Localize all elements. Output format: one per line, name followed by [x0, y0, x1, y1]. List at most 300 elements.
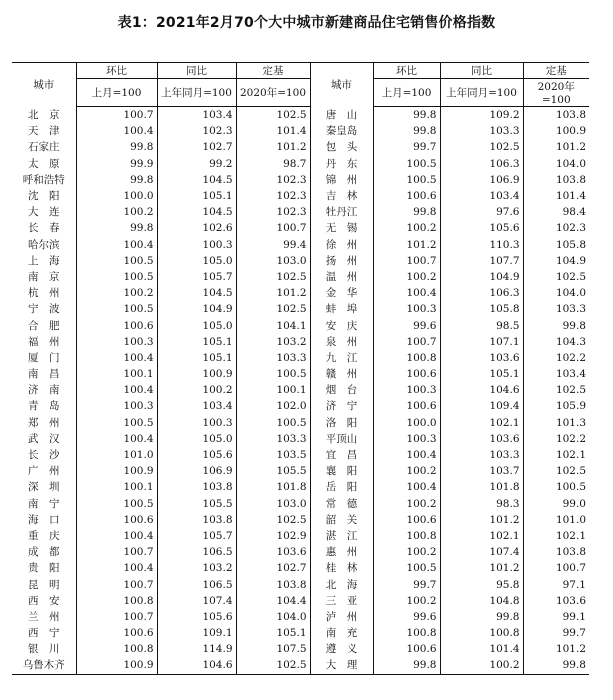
- cell-base-right: 103.8: [523, 107, 589, 124]
- cell-yoy-right: 103.7: [440, 463, 523, 479]
- cell-base-right: 99.8: [523, 317, 589, 333]
- cell-yoy-right: 97.6: [440, 204, 523, 220]
- cell-yoy-left: 104.9: [157, 301, 236, 317]
- cell-base-right: 97.1: [523, 576, 589, 592]
- header-yoy: 同比: [157, 63, 236, 79]
- cell-base-left: 103.5: [236, 447, 310, 463]
- cell-yoy-right: 104.9: [440, 269, 523, 285]
- cell-base-left: 102.5: [236, 107, 310, 124]
- table-row: [12, 431, 589, 447]
- cell-yoy-left: 104.6: [157, 657, 236, 674]
- cell-mom-left: 100.0: [76, 188, 157, 204]
- cell-yoy-right: 106.9: [440, 172, 523, 188]
- cell-city-left: 成 都: [28, 546, 60, 559]
- cell-yoy-right: 102.1: [440, 528, 523, 544]
- cell-city-left: 大 连: [28, 206, 60, 219]
- cell-city-right: 襄 阳: [310, 463, 373, 479]
- cell-mom-right: 100.5: [373, 172, 440, 188]
- cell-base-right: 101.2: [523, 139, 589, 155]
- cell-city-right: 岳 阳: [310, 479, 373, 495]
- cell-yoy-left: 100.3: [157, 415, 236, 431]
- cell-city-right: 无 锡: [310, 220, 373, 236]
- cell-yoy-right: 98.5: [440, 317, 523, 333]
- cell-city-left: 长 沙: [28, 449, 60, 462]
- cell-base-left: 101.2: [236, 285, 310, 301]
- header-base-sub: 2020年=100: [236, 79, 310, 107]
- cell-city-right: 秦皇岛: [310, 123, 373, 139]
- cell-base-left: 102.5: [236, 269, 310, 285]
- cell-city-left: 兰 州: [28, 610, 60, 623]
- cell-mom-left: 100.4: [76, 237, 157, 253]
- cell-mom-right: 100.7: [373, 253, 440, 269]
- cell-mom-left: 100.7: [76, 107, 157, 124]
- cell-city-left: 长 春: [28, 222, 60, 235]
- table-row: [12, 269, 589, 285]
- cell-mom-left: 100.2: [76, 204, 157, 220]
- cell-yoy-right: 98.3: [440, 496, 523, 512]
- table-row: [12, 237, 589, 253]
- cell-yoy-left: 102.7: [157, 139, 236, 155]
- cell-yoy-left: 105.5: [157, 496, 236, 512]
- cell-yoy-right: 109.4: [440, 398, 523, 414]
- cell-yoy-right: 104.8: [440, 593, 523, 609]
- cell-base-right: 99.0: [523, 496, 589, 512]
- cell-yoy-right: 103.3: [440, 123, 523, 139]
- table-row: [12, 317, 589, 333]
- table-row: [12, 544, 589, 560]
- table-row: [12, 657, 589, 674]
- cell-mom-left: 100.4: [76, 350, 157, 366]
- table-row: [12, 172, 589, 188]
- cell-mom-right: 100.6: [373, 641, 440, 657]
- cell-mom-left: 100.7: [76, 544, 157, 560]
- cell-base-left: 102.3: [236, 188, 310, 204]
- cell-city-right: 温 州: [310, 269, 373, 285]
- cell-mom-right: 100.8: [373, 350, 440, 366]
- cell-city-left: 太 原: [28, 157, 60, 170]
- cell-mom-left: 100.8: [76, 593, 157, 609]
- cell-yoy-right: 102.5: [440, 139, 523, 155]
- cell-mom-right: 99.6: [373, 609, 440, 625]
- cell-base-left: 102.3: [236, 204, 310, 220]
- table-row: [12, 156, 589, 172]
- table-title: 表1：2021年2月70个大中城市新建商品住宅销售价格指数: [117, 15, 496, 31]
- table-row: [12, 625, 589, 641]
- cell-base-left: 102.5: [236, 657, 310, 674]
- cell-base-left: 102.3: [236, 172, 310, 188]
- header-mom-right: 环比: [373, 63, 440, 79]
- cell-city-left: 哈尔滨: [28, 238, 60, 251]
- cell-yoy-left: 105.0: [157, 317, 236, 333]
- cell-city-left: 广 州: [28, 465, 60, 478]
- cell-base-left: 105.5: [236, 463, 310, 479]
- table-row: [12, 576, 589, 592]
- cell-yoy-left: 105.1: [157, 188, 236, 204]
- cell-city-right: 赣 州: [310, 366, 373, 382]
- cell-city-right: 金 华: [310, 285, 373, 301]
- cell-mom-left: 100.9: [76, 657, 157, 674]
- cell-base-left: 103.3: [236, 431, 310, 447]
- cell-yoy-left: 100.2: [157, 382, 236, 398]
- cell-yoy-right: 106.3: [440, 285, 523, 301]
- cell-base-left: 103.3: [236, 350, 310, 366]
- price-index-table: [12, 62, 589, 675]
- cell-yoy-left: 104.5: [157, 204, 236, 220]
- cell-mom-right: 99.6: [373, 317, 440, 333]
- cell-city-right: 北 海: [310, 576, 373, 592]
- cell-city-left: 宁 波: [28, 303, 60, 316]
- cell-base-left: 107.5: [236, 641, 310, 657]
- cell-mom-right: 100.6: [373, 366, 440, 382]
- cell-base-right: 105.9: [523, 398, 589, 414]
- cell-city-left: 南 昌: [28, 368, 60, 381]
- cell-mom-right: 100.2: [373, 269, 440, 285]
- table-body: [12, 107, 589, 675]
- cell-city-right: 大 理: [310, 657, 373, 674]
- cell-city-left: 合 肥: [28, 319, 60, 332]
- cell-yoy-right: 103.6: [440, 431, 523, 447]
- cell-mom-right: 100.8: [373, 625, 440, 641]
- cell-mom-left: 100.7: [76, 609, 157, 625]
- cell-yoy-left: 100.9: [157, 366, 236, 382]
- cell-city-left: 上 海: [28, 254, 60, 267]
- cell-city-left: 南 京: [28, 270, 60, 283]
- cell-city-left: 南 宁: [28, 497, 60, 510]
- table-row: [12, 463, 589, 479]
- cell-yoy-left: 102.3: [157, 123, 236, 139]
- cell-base-right: 102.1: [523, 447, 589, 463]
- cell-base-left: 103.6: [236, 544, 310, 560]
- table-row: [12, 641, 589, 657]
- cell-city-left: 呼和浩特: [22, 173, 65, 186]
- cell-mom-left: 100.8: [76, 641, 157, 657]
- cell-city-right: 锦 州: [310, 172, 373, 188]
- cell-base-right: 102.3: [523, 220, 589, 236]
- cell-city-right: 牡丹江: [310, 204, 373, 220]
- cell-base-right: 103.8: [523, 172, 589, 188]
- cell-mom-right: 100.4: [373, 479, 440, 495]
- cell-base-right: 102.5: [523, 269, 589, 285]
- cell-yoy-left: 105.7: [157, 528, 236, 544]
- cell-yoy-left: 104.5: [157, 172, 236, 188]
- cell-mom-left: 100.2: [76, 285, 157, 301]
- table-row: [12, 123, 589, 139]
- cell-base-right: 100.9: [523, 123, 589, 139]
- cell-mom-right: 101.2: [373, 237, 440, 253]
- cell-base-left: 104.4: [236, 593, 310, 609]
- cell-mom-right: 100.3: [373, 301, 440, 317]
- header-city: 城市: [12, 63, 76, 107]
- cell-city-left: 青 岛: [28, 400, 60, 413]
- header-mom-sub: 上月=100: [76, 79, 157, 107]
- cell-base-left: 103.0: [236, 253, 310, 269]
- cell-base-left: 100.7: [236, 220, 310, 236]
- header-mom: 环比: [76, 63, 157, 79]
- cell-base-right: 100.5: [523, 479, 589, 495]
- cell-base-left: 101.4: [236, 123, 310, 139]
- cell-mom-left: 100.5: [76, 496, 157, 512]
- cell-mom-left: 100.3: [76, 334, 157, 350]
- cell-mom-left: 100.1: [76, 479, 157, 495]
- cell-base-left: 100.5: [236, 366, 310, 382]
- header-yoy-right: 同比: [440, 63, 523, 79]
- cell-yoy-left: 99.2: [157, 156, 236, 172]
- cell-city-right: 烟 台: [310, 382, 373, 398]
- cell-yoy-left: 105.0: [157, 253, 236, 269]
- table-row: [12, 204, 589, 220]
- cell-yoy-right: 105.8: [440, 301, 523, 317]
- cell-city-left: 贵 阳: [28, 562, 60, 575]
- table-row: [12, 253, 589, 269]
- cell-mom-right: 99.8: [373, 657, 440, 674]
- cell-yoy-left: 100.3: [157, 237, 236, 253]
- table-row: [12, 609, 589, 625]
- cell-yoy-left: 103.4: [157, 107, 236, 124]
- cell-city-left: 济 南: [28, 384, 60, 397]
- cell-mom-left: 101.0: [76, 447, 157, 463]
- cell-city-left: 乌鲁木齐: [12, 657, 76, 674]
- cell-city-right: 包 头: [310, 139, 373, 155]
- cell-yoy-left: 114.9: [157, 641, 236, 657]
- cell-city-right: 徐 州: [310, 237, 373, 253]
- cell-yoy-right: 101.2: [440, 512, 523, 528]
- cell-mom-right: 100.4: [373, 447, 440, 463]
- cell-city-right: 宜 昌: [310, 447, 373, 463]
- cell-mom-right: 99.8: [373, 123, 440, 139]
- cell-base-left: 102.0: [236, 398, 310, 414]
- cell-mom-right: 100.6: [373, 512, 440, 528]
- cell-mom-right: 99.7: [373, 139, 440, 155]
- cell-mom-left: 100.4: [76, 560, 157, 576]
- cell-city-right: 常 德: [310, 496, 373, 512]
- cell-yoy-right: 109.2: [440, 107, 523, 124]
- cell-city-left: 深 圳: [28, 481, 60, 494]
- cell-mom-right: 100.8: [373, 528, 440, 544]
- cell-yoy-left: 103.8: [157, 512, 236, 528]
- cell-yoy-left: 107.4: [157, 593, 236, 609]
- cell-mom-left: 100.6: [76, 317, 157, 333]
- cell-yoy-right: 107.1: [440, 334, 523, 350]
- cell-base-right: 102.2: [523, 350, 589, 366]
- cell-base-right: 99.1: [523, 609, 589, 625]
- table-row: [12, 334, 589, 350]
- cell-yoy-right: 101.4: [440, 641, 523, 657]
- cell-yoy-left: 103.4: [157, 398, 236, 414]
- cell-mom-left: 100.6: [76, 625, 157, 641]
- cell-mom-right: 100.2: [373, 593, 440, 609]
- cell-mom-left: 99.9: [76, 156, 157, 172]
- table-row: [12, 285, 589, 301]
- cell-mom-right: 100.3: [373, 431, 440, 447]
- cell-city-left: 银 川: [28, 643, 60, 656]
- cell-city-left: 西 安: [28, 594, 60, 607]
- cell-base-right: 100.7: [523, 560, 589, 576]
- cell-base-right: 98.4: [523, 204, 589, 220]
- cell-yoy-left: 109.1: [157, 625, 236, 641]
- cell-city-right: 吉 林: [310, 188, 373, 204]
- cell-mom-left: 100.7: [76, 576, 157, 592]
- cell-city-right: 湛 江: [310, 528, 373, 544]
- cell-mom-left: 100.4: [76, 528, 157, 544]
- cell-yoy-left: 103.2: [157, 560, 236, 576]
- cell-yoy-right: 106.3: [440, 156, 523, 172]
- cell-city-right: 泸 州: [310, 609, 373, 625]
- header-mom-sub-right: 上月=100: [373, 79, 440, 107]
- cell-yoy-right: 99.8: [440, 609, 523, 625]
- cell-yoy-right: 103.3: [440, 447, 523, 463]
- cell-yoy-left: 102.6: [157, 220, 236, 236]
- cell-city-left: 沈 阳: [28, 190, 60, 203]
- cell-city-left: 西 宁: [28, 627, 60, 640]
- cell-mom-right: 99.7: [373, 576, 440, 592]
- cell-mom-right: 99.8: [373, 107, 440, 124]
- header-yoy-sub-right: 上年同月=100: [440, 79, 523, 107]
- cell-city-right: 济 宁: [310, 398, 373, 414]
- cell-mom-left: 100.5: [76, 301, 157, 317]
- table-row: [12, 593, 589, 609]
- table-row: [12, 479, 589, 495]
- cell-base-right: 102.1: [523, 528, 589, 544]
- cell-yoy-right: 103.4: [440, 188, 523, 204]
- cell-city-right: 扬 州: [310, 253, 373, 269]
- cell-yoy-left: 104.5: [157, 285, 236, 301]
- cell-mom-right: 100.0: [373, 415, 440, 431]
- cell-city-left: 昆 明: [28, 578, 60, 591]
- table-row: [12, 447, 589, 463]
- cell-mom-right: 100.2: [373, 220, 440, 236]
- cell-city-right: 平顶山: [310, 431, 373, 447]
- cell-base-right: 101.4: [523, 188, 589, 204]
- table-row: [12, 398, 589, 414]
- cell-yoy-right: 103.6: [440, 350, 523, 366]
- cell-mom-left: 100.5: [76, 415, 157, 431]
- cell-base-right: 99.8: [523, 657, 589, 674]
- cell-city-left: 石家庄: [28, 141, 60, 154]
- cell-mom-left: 100.4: [76, 431, 157, 447]
- table-row: [12, 220, 589, 236]
- header-base-sub-right: 2020年=100: [523, 79, 589, 107]
- cell-mom-right: 100.2: [373, 544, 440, 560]
- header-yoy-sub: 上年同月=100: [157, 79, 236, 107]
- cell-base-right: 102.5: [523, 463, 589, 479]
- cell-base-left: 104.1: [236, 317, 310, 333]
- cell-city-right: 惠 州: [310, 544, 373, 560]
- table-row: [12, 382, 589, 398]
- cell-city-left: 海 口: [28, 513, 60, 526]
- cell-mom-right: 100.5: [373, 560, 440, 576]
- cell-yoy-left: 106.5: [157, 544, 236, 560]
- cell-base-left: 104.0: [236, 609, 310, 625]
- cell-yoy-right: 100.8: [440, 625, 523, 641]
- cell-base-right: 104.3: [523, 334, 589, 350]
- cell-yoy-left: 105.0: [157, 431, 236, 447]
- table-row: [12, 415, 589, 431]
- cell-yoy-right: 107.4: [440, 544, 523, 560]
- cell-base-left: 105.1: [236, 625, 310, 641]
- cell-mom-left: 100.4: [76, 123, 157, 139]
- table-row: [12, 301, 589, 317]
- cell-yoy-left: 105.1: [157, 334, 236, 350]
- cell-yoy-left: 106.9: [157, 463, 236, 479]
- cell-city-left: 郑 州: [28, 416, 60, 429]
- cell-base-right: 103.8: [523, 544, 589, 560]
- cell-base-right: 102.2: [523, 431, 589, 447]
- cell-yoy-left: 105.1: [157, 350, 236, 366]
- cell-base-left: 103.8: [236, 576, 310, 592]
- table-row: [12, 139, 589, 155]
- cell-base-left: 102.5: [236, 512, 310, 528]
- cell-city-right: 桂 林: [310, 560, 373, 576]
- cell-mom-left: 100.4: [76, 382, 157, 398]
- cell-base-right: 103.3: [523, 301, 589, 317]
- cell-base-right: 103.4: [523, 366, 589, 382]
- cell-base-right: 103.6: [523, 593, 589, 609]
- table-row: [12, 560, 589, 576]
- table-row: [12, 350, 589, 366]
- cell-yoy-right: 105.1: [440, 366, 523, 382]
- cell-base-right: 101.0: [523, 512, 589, 528]
- cell-city-right: 遵 义: [310, 641, 373, 657]
- cell-mom-right: 100.3: [373, 382, 440, 398]
- cell-base-left: 102.9: [236, 528, 310, 544]
- cell-city-right: 九 江: [310, 350, 373, 366]
- cell-base-right: 104.0: [523, 156, 589, 172]
- cell-base-right: 104.0: [523, 285, 589, 301]
- cell-city-left: 重 庆: [28, 529, 60, 542]
- cell-mom-right: 100.4: [373, 285, 440, 301]
- table-row: [12, 188, 589, 204]
- table-row: [12, 107, 589, 124]
- table-row: [12, 528, 589, 544]
- cell-mom-left: 100.5: [76, 269, 157, 285]
- table-row: [12, 366, 589, 382]
- cell-base-left: 100.5: [236, 415, 310, 431]
- cell-base-left: 100.1: [236, 382, 310, 398]
- table-row: [12, 512, 589, 528]
- cell-city-left: 厦 门: [28, 351, 60, 364]
- cell-city-right: 蚌 埠: [310, 301, 373, 317]
- cell-mom-right: 100.2: [373, 463, 440, 479]
- cell-city-left: 福 州: [28, 335, 60, 348]
- cell-city-right: 安 庆: [310, 317, 373, 333]
- cell-yoy-left: 105.7: [157, 269, 236, 285]
- cell-yoy-left: 105.6: [157, 447, 236, 463]
- cell-yoy-right: 104.6: [440, 382, 523, 398]
- cell-base-left: 102.7: [236, 560, 310, 576]
- cell-base-left: 102.5: [236, 301, 310, 317]
- cell-city-left: 北 京: [28, 108, 60, 121]
- cell-city-right: 南 充: [310, 625, 373, 641]
- cell-yoy-right: 101.8: [440, 479, 523, 495]
- cell-mom-right: 99.8: [373, 204, 440, 220]
- cell-city-left: 杭 州: [28, 287, 60, 300]
- cell-base-right: 101.2: [523, 641, 589, 657]
- cell-mom-left: 99.8: [76, 139, 157, 155]
- cell-base-right: 101.3: [523, 415, 589, 431]
- cell-mom-left: 100.9: [76, 463, 157, 479]
- cell-base-left: 98.7: [236, 156, 310, 172]
- header-city-right: 城市: [310, 63, 373, 107]
- cell-yoy-right: 100.2: [440, 657, 523, 674]
- cell-mom-right: 100.6: [373, 188, 440, 204]
- cell-yoy-right: 105.6: [440, 220, 523, 236]
- cell-yoy-right: 110.3: [440, 237, 523, 253]
- cell-base-right: 105.8: [523, 237, 589, 253]
- cell-mom-right: 100.6: [373, 398, 440, 414]
- cell-mom-right: 100.2: [373, 496, 440, 512]
- cell-city-left: 天 津: [28, 125, 60, 138]
- cell-base-left: 103.0: [236, 496, 310, 512]
